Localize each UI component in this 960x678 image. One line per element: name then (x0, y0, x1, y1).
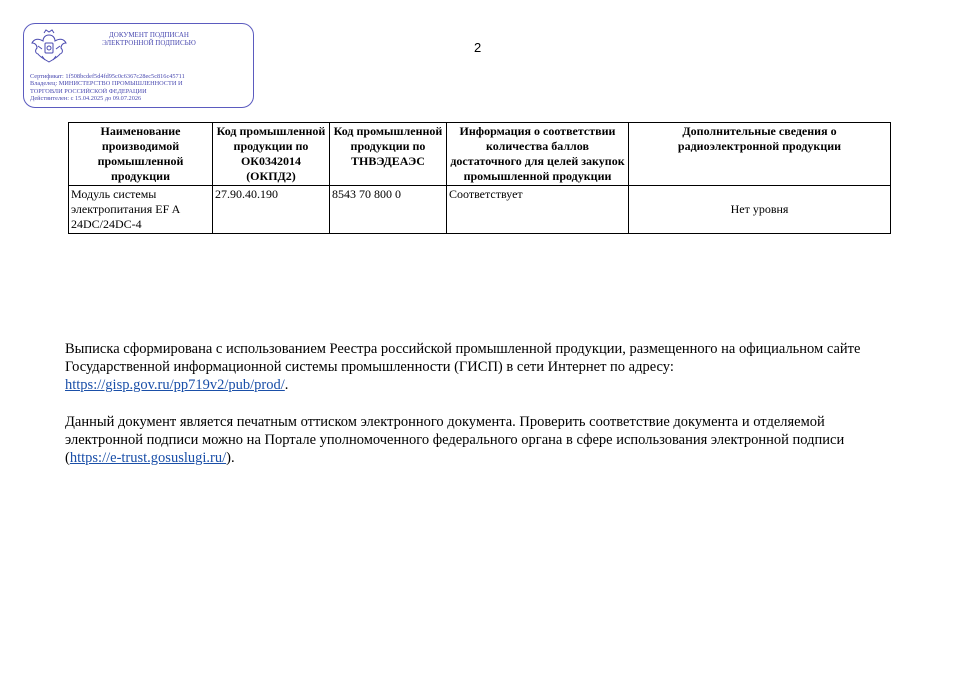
electronic-signature-stamp (23, 23, 254, 108)
gisp-link[interactable]: https://gisp.gov.ru/pp719v2/pub/prod/ (65, 377, 285, 393)
registry-source-tail: . (284, 377, 289, 393)
product-table (68, 122, 891, 234)
stamp-certificate: Сертификат: 1f508bcdef5d4fd95c0c6367c28ec5c816c45711 (30, 73, 185, 80)
etrust-link[interactable]: https://e-trust.gosuslugi.ru/ (69, 450, 227, 466)
verification-text: Данный документ является печатным оттиском электронного документа. Проверить соответствие документа и отделяемой электронной подписи можно на Портале уполномоченного федерального органа в сфере использования электронной подписи ( (65, 414, 845, 466)
cell-tnved-code: 8543 70 800 0 (330, 186, 447, 234)
header-compliance-info: Информация о соответствии количества баллов достаточного для целей закупок промышленной продукции (447, 123, 629, 186)
header-tnved-code: Код промышленной продукции по ТНВЭДЕАЭС (330, 123, 447, 186)
verification-tail: ). (226, 450, 235, 466)
registry-source-text: Выписка сформирована с использованием Реестра российской промышленной продукции, размещенного на официальном сайте Государственной информационной системы промышленности (ГИСП) в сети Интернет по адресу: (65, 341, 861, 375)
cell-radioelectronic-info: Нет уровня (629, 186, 891, 234)
stamp-owner-line2: ТОРГОВЛИ РОССИЙСКОЙ ФЕДЕРАЦИИ (30, 87, 147, 95)
cell-okpd2-code: 27.90.40.190 (213, 186, 330, 234)
stamp-validity: Действителен: с 15.04.2025 до 09.07.2026 (30, 95, 142, 103)
header-product-name: Наименование производимой промышленной продукции (69, 123, 213, 186)
verification-paragraph (65, 413, 895, 467)
page-number: 2 (474, 40, 482, 55)
stamp-title: ДОКУМЕНТ ПОДПИСАН ЭЛЕКТРОННОЙ ПОДПИСЬЮ (102, 31, 196, 47)
stamp-info (30, 73, 252, 103)
stamp-owner-line1: Владелец: МИНИСТЕРСТВО ПРОМЫШЛЕННОСТИ И (30, 80, 183, 88)
header-radioelectronic-info: Дополнительные сведения о радиоэлектронной продукции (629, 123, 891, 186)
cell-product-name: Модуль системы электропитания EF A 24DC/24DC-4 (69, 186, 213, 234)
cell-compliance: Соответствует (447, 186, 629, 234)
registry-source-paragraph (65, 340, 895, 394)
table-header-row (69, 123, 891, 186)
header-okpd2-code: Код промышленной продукции по ОК0342014 (ОКПД2) (213, 123, 330, 186)
coat-of-arms-icon (30, 29, 68, 65)
table-row (69, 186, 891, 234)
